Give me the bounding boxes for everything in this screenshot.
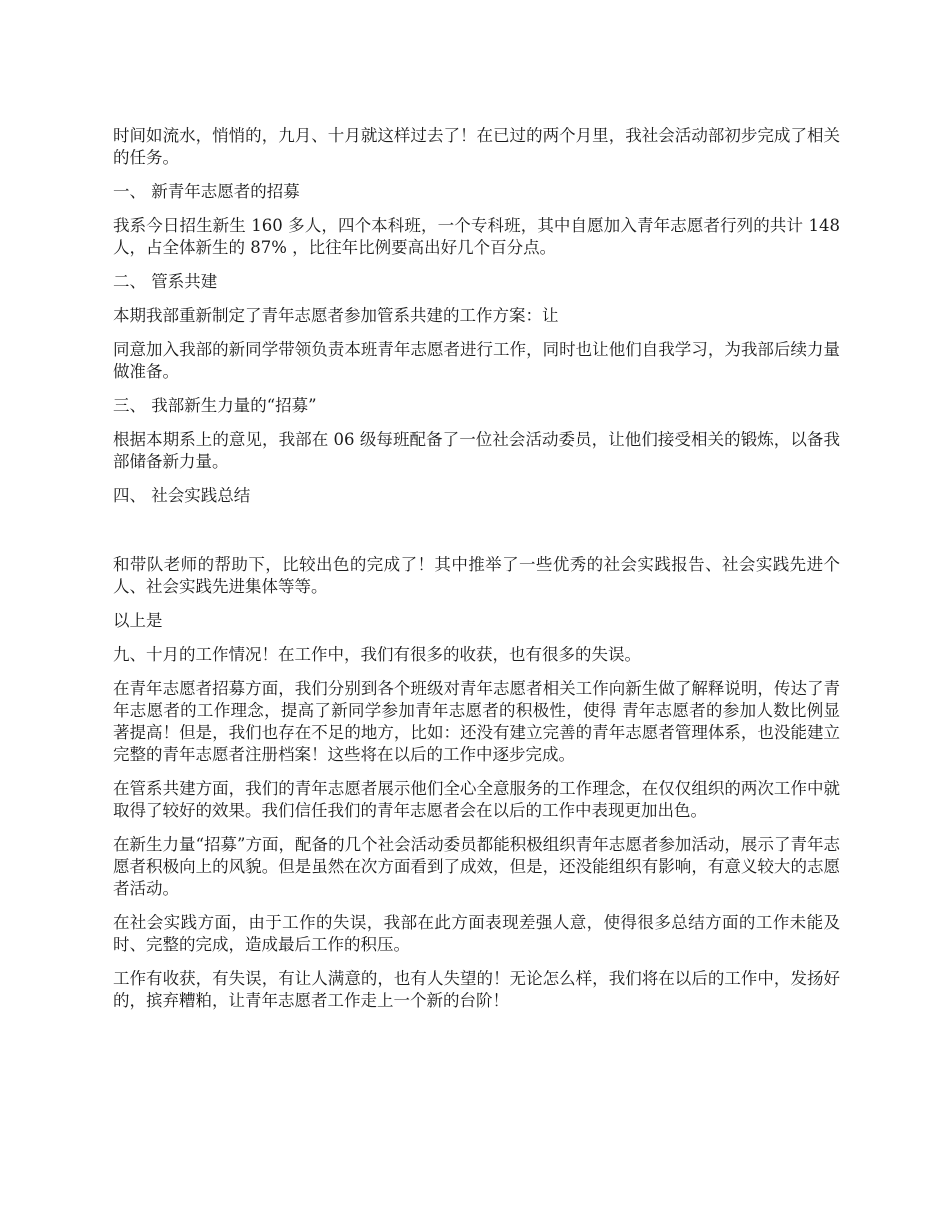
review-new-force-paragraph: 在新生力量“招募”方面，配备的几个社会活动委员都能积极组织青年志愿者参加活动，展示了青年志愿者积极向上的风貌。但是虽然在次方面看到了成效，但是，还没能组织有影响，有意义较大的志愿者活动。: [113, 835, 840, 898]
intro-paragraph: 时间如流水，悄悄的，九月、十月就这样过去了！在已过的两个月里，我社会活动部初步完成了相关的任务。: [113, 126, 840, 167]
social-practice-paragraph: 和带队老师的帮助下，比较出色的完成了！其中推举了一些优秀的社会实践报告、社会实践先进个人、社会实践先进集体等等。: [113, 555, 840, 596]
review-social-practice-paragraph: 在社会实践方面，由于工作的失误，我部在此方面表现差强人意，使得很多总结方面的工作未能及时、完整的完成，造成最后工作的积压。: [113, 913, 840, 954]
section-heading-co-construction: 二、 管系共建: [113, 272, 218, 291]
review-recruitment-paragraph: 在青年志愿者招募方面，我们分别到各个班级对青年志愿者相关工作向新生做了解释说明，传达了青年志愿者的工作理念，提高了新同学参加青年志愿者的积极性，使得 青年志愿者的参加人数比例显著提高！但是，我们也存在不足的地方，比如：还没有建立完善的青年志愿者管理体系，也没能建立完整的青年志愿者注册档案！这些将在以后的工作中逐步完成。: [113, 679, 840, 764]
closing-paragraph: 工作有收获，有失误，有让人满意的，也有人失望的！无论怎么样，我们将在以后的工作中，发扬好的，摈弃糟粕，让青年志愿者工作走上一个新的台阶！: [113, 969, 840, 1010]
section-heading-recruitment: 一、 新青年志愿者的招募: [113, 182, 300, 201]
summary-lead-paragraph: 以上是: [113, 611, 163, 630]
new-force-paragraph: 根据本期系上的意见，我部在 06 级每班配备了一位社会活动委员，让他们接受相关的锻炼，以备我部储备新力量。: [113, 430, 840, 471]
recruitment-paragraph: 我系今日招生新生 160 多人，四个本科班，一个专科班，其中自愿加入青年志愿者行列的共计 148 人，占全体新生的 87% ，比往年比例要高出好几个百分点。: [113, 216, 840, 257]
co-construction-paragraph-1: 本期我部重新制定了青年志愿者参加管系共建的工作方案：让: [113, 306, 559, 325]
section-heading-social-practice: 四、 社会实践总结: [113, 486, 251, 505]
co-construction-paragraph-2: 同意加入我部的新同学带领负责本班青年志愿者进行工作，同时也让他们自我学习，为我部后续力量做准备。: [113, 340, 840, 381]
review-co-construction-paragraph: 在管系共建方面，我们的青年志愿者展示他们全心全意服务的工作理念，在仅仅组织的两次工作中就取得了较好的效果。我们信任我们的青年志愿者会在以后的工作中表现更加出色。: [113, 779, 840, 820]
summary-overview-paragraph: 九、十月的工作情况！在工作中，我们有很多的收获，也有很多的失误。: [113, 645, 641, 664]
section-heading-new-force: 三、 我部新生力量的“招募”: [113, 396, 317, 415]
document-body: [113, 125, 840, 1024]
